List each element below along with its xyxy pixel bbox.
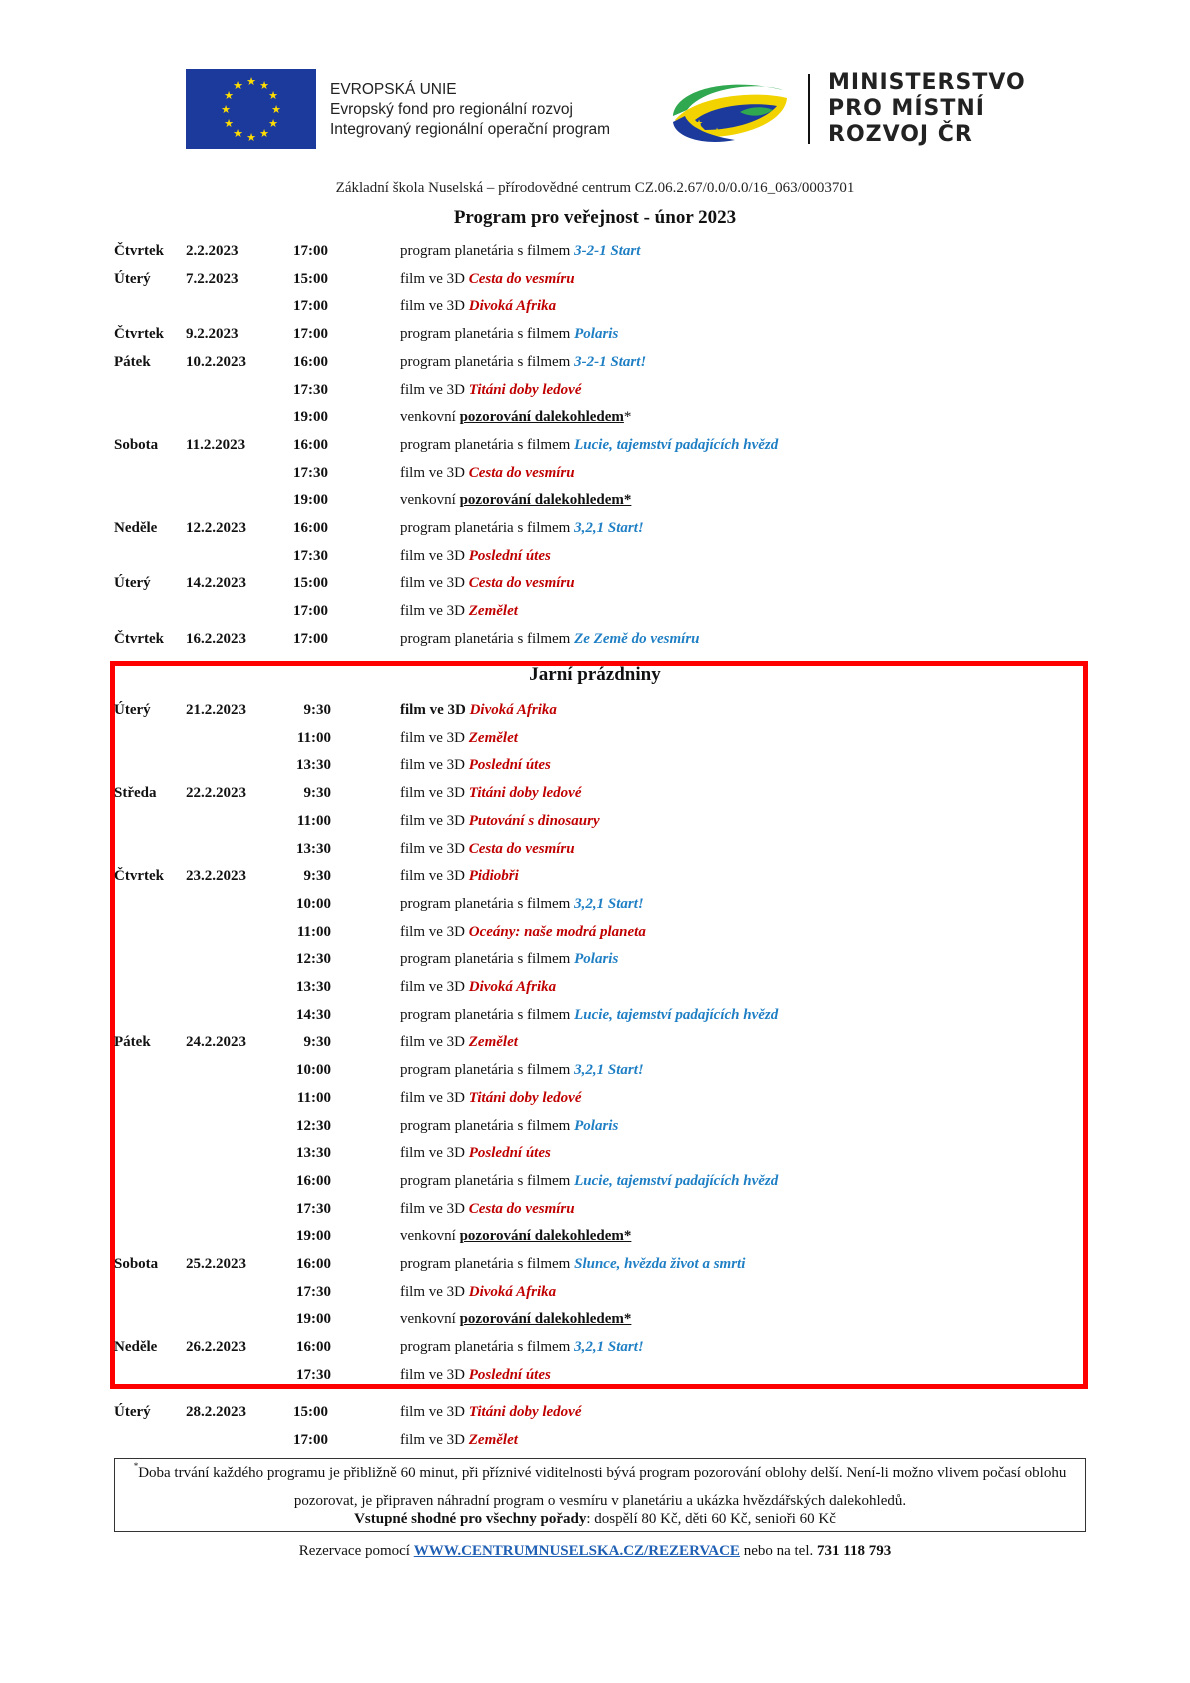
schedule-row — [0, 350, 1190, 374]
row-date: 10.2.2023 — [186, 353, 246, 370]
row-title: Titáni doby ledové — [468, 381, 582, 398]
row-description — [400, 726, 518, 750]
svg-text:★: ★ — [713, 127, 722, 137]
row-prefix: program planetária s filmem — [400, 951, 575, 968]
row-description — [400, 405, 631, 429]
schedule-row — [0, 1428, 1190, 1452]
row-description — [400, 322, 618, 346]
row-time: 9:30 — [303, 868, 331, 885]
schedule-row — [0, 1141, 1190, 1165]
row-description — [400, 1335, 644, 1359]
row-prefix: film ve 3D — [400, 547, 469, 564]
row-title: Divoká Afrika — [468, 298, 557, 315]
row-prefix: film ve 3D — [400, 757, 469, 774]
row-prefix: film ve 3D — [400, 270, 469, 287]
row-title: Cesta do vesmíru — [468, 1200, 575, 1217]
row-prefix: program planetária s filmem — [400, 353, 575, 370]
note-text: Doba trvání každého programu je přibližně 60 minut, při příznivé viditelnosti bývá program pozorování oblohy delší. Není-li možno vlivem počasí oblohu pozorovat, je připraven náhradní program o vesmíru v planetáriu a ukázka hvězdářských dalekohledů. — [138, 1465, 1067, 1509]
row-time: 16:00 — [293, 436, 328, 453]
row-title: Divoká Afrika — [468, 1283, 557, 1300]
schedule-row — [0, 1114, 1190, 1138]
row-prefix: venkovní — [400, 409, 460, 426]
row-time: 17:30 — [293, 464, 328, 481]
row-description — [400, 433, 778, 457]
eu-text-block — [330, 80, 610, 140]
row-title: 3,2,1 Start! — [574, 520, 644, 536]
row-prefix: program planetária s filmem — [400, 630, 575, 647]
row-description — [400, 1058, 644, 1082]
row-day: Středa — [114, 785, 157, 802]
row-title: Zemělet — [468, 1431, 518, 1448]
row-time: 17:30 — [296, 1283, 331, 1300]
row-time: 11:00 — [296, 812, 331, 829]
ministry-line-3: ROZVOJ ČR — [828, 122, 973, 147]
row-time: 12:30 — [296, 951, 331, 968]
row-prefix: program planetária s filmem — [400, 243, 575, 259]
schedule-row — [0, 544, 1190, 568]
row-title: Lucie, tajemství padajících hvězd — [574, 1172, 779, 1189]
schedule-row — [0, 516, 1190, 540]
row-title: Polaris — [574, 1117, 619, 1134]
schedule-row — [0, 378, 1190, 402]
reservation-middle: nebo na tel. — [739, 1543, 818, 1559]
row-description — [400, 1141, 551, 1165]
schedule-row — [0, 627, 1190, 651]
row-description — [400, 1400, 582, 1424]
schedule-row — [0, 1003, 1190, 1027]
schedule-row — [0, 599, 1190, 623]
row-title: Lucie, tajemství padajících hvězd — [574, 1006, 779, 1023]
row-description — [400, 350, 646, 374]
row-title: Ze Země do vesmíru — [574, 630, 700, 647]
row-description — [400, 920, 646, 944]
row-time: 17:30 — [293, 381, 328, 398]
reservation-phone: 731 118 793 — [817, 1543, 892, 1559]
schedule-row — [0, 433, 1190, 457]
row-prefix: film ve 3D — [400, 812, 469, 829]
row-time: 15:00 — [293, 270, 328, 287]
row-title: Cesta do vesmíru — [468, 840, 575, 857]
schedule-row — [0, 1252, 1190, 1276]
schedule-row — [0, 1030, 1190, 1054]
row-prefix: venkovní — [400, 1228, 460, 1245]
row-prefix: program planetária s filmem — [400, 1339, 575, 1356]
row-date: 12.2.2023 — [186, 520, 246, 536]
row-prefix: venkovní — [400, 1311, 460, 1328]
row-description — [400, 892, 644, 916]
row-day: Čtvrtek — [114, 868, 164, 885]
row-description — [400, 544, 551, 568]
row-title: 3,2,1 Start! — [574, 1062, 644, 1079]
row-title: pozorování dalekohledem* — [459, 1228, 632, 1245]
reservation-prefix: Rezervace pomocí — [298, 1543, 414, 1559]
row-prefix: film ve 3D — [400, 1431, 469, 1448]
svg-text:★: ★ — [695, 119, 704, 129]
row-time: 9:30 — [303, 702, 331, 718]
row-time: 19:00 — [296, 1228, 331, 1245]
row-prefix: film ve 3D — [400, 603, 469, 620]
row-title: Oceány: naše modrá planeta — [468, 923, 646, 940]
project-line: Základní škola Nuselská – přírodovědné centrum CZ.06.2.67/0.0/0.0/16_063/0003701 — [335, 180, 855, 196]
row-time: 17:00 — [293, 326, 328, 343]
row-time: 13:30 — [296, 979, 331, 995]
price-line — [0, 1511, 1190, 1528]
row-title: Zemělet — [468, 1034, 518, 1051]
row-description — [400, 627, 700, 651]
row-day: Neděle — [114, 1339, 158, 1356]
row-prefix: film ve 3D — [400, 840, 469, 857]
row-description — [400, 1114, 618, 1138]
schedule-row — [0, 698, 1190, 722]
row-prefix: film ve 3D — [400, 1089, 469, 1106]
schedule-row — [0, 294, 1190, 318]
row-title: pozorování dalekohledem* — [459, 1311, 632, 1328]
row-title: pozorování dalekohledem — [459, 409, 624, 426]
row-prefix: film ve 3D — [400, 1283, 469, 1300]
row-time: 19:00 — [296, 1311, 331, 1328]
row-description — [400, 1224, 631, 1248]
ministry-line-1: MINISTERSTVO — [828, 70, 1026, 95]
svg-text:★: ★ — [259, 127, 269, 140]
schedule-row — [0, 322, 1190, 346]
schedule-row — [0, 920, 1190, 944]
row-prefix: film ve 3D — [400, 1200, 469, 1217]
schedule-row — [0, 1169, 1190, 1193]
row-title: Slunce, hvězda život a smrti — [574, 1256, 746, 1272]
row-time: 9:30 — [303, 1034, 331, 1051]
row-time: 16:00 — [296, 1339, 331, 1356]
eu-stars-icon — [186, 69, 316, 149]
row-title: Polaris — [574, 326, 619, 343]
row-title: Zemělet — [468, 729, 518, 746]
row-description — [400, 947, 618, 971]
row-date: 11.2.2023 — [186, 436, 246, 453]
schedule-row — [0, 239, 1190, 263]
row-description — [400, 294, 556, 318]
row-description — [400, 1280, 556, 1304]
row-time: 17:30 — [293, 547, 328, 564]
row-description — [400, 864, 519, 888]
row-prefix: film ve 3D — [400, 868, 469, 885]
row-date: 24.2.2023 — [186, 1034, 246, 1051]
svg-text:★: ★ — [233, 127, 243, 140]
svg-text:★: ★ — [224, 117, 234, 130]
row-time: 17:00 — [293, 243, 328, 259]
svg-text:★: ★ — [271, 103, 281, 116]
price-text: : dospělí 80 Kč, děti 60 Kč, senioři 60 Kč — [586, 1511, 836, 1527]
schedule-row — [0, 809, 1190, 833]
schedule-row — [0, 781, 1190, 805]
row-title: Poslední útes — [468, 1366, 551, 1383]
row-title: Putování s dinosaury — [468, 812, 600, 829]
schedule-row — [0, 488, 1190, 512]
row-time: 13:30 — [296, 840, 331, 857]
note-asterisk: * — [133, 1461, 139, 1471]
row-description — [400, 1030, 518, 1054]
schedule-row — [0, 1058, 1190, 1082]
row-description — [400, 809, 600, 833]
row-date: 9.2.2023 — [186, 326, 239, 343]
row-prefix: film ve 3D — [400, 979, 469, 995]
row-title: 3,2,1 Start! — [574, 895, 644, 912]
row-date: 23.2.2023 — [186, 868, 246, 885]
row-description — [400, 239, 640, 263]
row-title: Titáni doby ledové — [468, 1089, 582, 1106]
svg-text:★: ★ — [268, 117, 278, 130]
row-title: Poslední útes — [468, 547, 551, 564]
row-title: pozorování dalekohledem* — [459, 492, 632, 509]
schedule-row — [0, 947, 1190, 971]
row-description — [400, 1169, 778, 1193]
reservation-link[interactable]: WWW.CENTRUMNUSELSKA.CZ/REZERVACE — [413, 1543, 740, 1559]
row-title: Zemělet — [468, 603, 518, 620]
reservation-line — [0, 1543, 1190, 1560]
eu-line-3: Integrovaný regionální operační program — [330, 121, 611, 138]
row-description — [400, 975, 556, 999]
row-title: Divoká Afrika — [468, 979, 557, 995]
schedule-row — [0, 864, 1190, 888]
row-time: 13:30 — [296, 1145, 331, 1162]
row-description — [400, 267, 575, 291]
row-description — [400, 1428, 518, 1452]
row-day: Úterý — [114, 702, 151, 718]
row-title: Divoká Afrika — [469, 702, 557, 718]
schedule-row — [0, 726, 1190, 750]
row-time: 13:30 — [296, 757, 331, 774]
row-time: 17:00 — [293, 298, 328, 315]
row-description — [400, 599, 518, 623]
ministry-text-block — [828, 70, 1026, 148]
schedule-row — [0, 405, 1190, 429]
row-description — [400, 1003, 778, 1027]
schedule-row — [0, 1224, 1190, 1248]
row-prefix: film ve 3D — [400, 464, 469, 481]
row-prefix: program planetária s filmem — [400, 1172, 575, 1189]
row-time: 16:00 — [293, 353, 328, 370]
row-day: Sobota — [114, 436, 159, 453]
row-title: Cesta do vesmíru — [468, 270, 575, 287]
row-time: 19:00 — [293, 409, 328, 426]
row-day: Úterý — [114, 1404, 151, 1420]
schedule-row — [0, 1197, 1190, 1221]
row-time: 17:00 — [293, 630, 328, 647]
row-description — [400, 1307, 631, 1331]
row-time: 15:00 — [293, 1404, 328, 1420]
row-title: Poslední útes — [468, 757, 551, 774]
row-time: 10:00 — [296, 895, 331, 912]
schedule-row — [0, 753, 1190, 777]
row-title: Lucie, tajemství padajících hvězd — [574, 436, 779, 453]
svg-text:★: ★ — [221, 103, 231, 116]
schedule-row — [0, 837, 1190, 861]
row-prefix: film ve 3D — [400, 1366, 469, 1383]
ministry-line-2: PRO MÍSTNÍ — [828, 96, 985, 121]
row-prefix: film ve 3D — [400, 729, 469, 746]
row-date: 25.2.2023 — [186, 1256, 246, 1272]
row-description — [400, 488, 631, 512]
row-day: Neděle — [114, 520, 158, 536]
row-description — [400, 1086, 582, 1110]
row-day: Pátek — [114, 353, 151, 370]
row-prefix: program planetária s filmem — [400, 895, 575, 912]
page-title: Program pro veřejnost - únor 2023 — [453, 207, 737, 228]
row-title: 3,2,1 Start! — [574, 1339, 644, 1356]
row-time: 19:00 — [293, 492, 328, 509]
schedule-row — [0, 1400, 1190, 1424]
eu-flag-logo — [186, 69, 316, 149]
row-prefix: venkovní — [400, 492, 460, 509]
schedule-row — [0, 892, 1190, 916]
row-time: 17:30 — [296, 1200, 331, 1217]
row-prefix: film ve 3D — [400, 298, 469, 315]
row-description — [400, 378, 582, 402]
row-time: 15:00 — [293, 575, 328, 592]
row-time: 10:00 — [296, 1062, 331, 1079]
row-description — [400, 461, 575, 485]
schedule-row — [0, 461, 1190, 485]
row-time: 9:30 — [303, 785, 331, 802]
row-date: 7.2.2023 — [186, 270, 239, 287]
row-description — [400, 1197, 575, 1221]
row-prefix: film ve 3D — [400, 381, 469, 398]
row-description — [400, 1363, 551, 1387]
row-prefix: program planetária s filmem — [400, 436, 575, 453]
schedule-row — [0, 1280, 1190, 1304]
row-title: 3-2-1 Start — [574, 243, 641, 259]
row-time: 17:00 — [293, 1431, 328, 1448]
row-date: 16.2.2023 — [186, 630, 246, 647]
schedule-row — [0, 1335, 1190, 1359]
row-date: 28.2.2023 — [186, 1404, 246, 1420]
logo-separator — [808, 74, 810, 144]
row-time: 16:00 — [296, 1172, 331, 1189]
row-date: 2.2.2023 — [186, 243, 239, 259]
row-prefix: film ve 3D — [400, 1404, 469, 1420]
schedule-row — [0, 975, 1190, 999]
schedule-row — [0, 571, 1190, 595]
row-date: 21.2.2023 — [186, 702, 246, 718]
schedule-row — [0, 267, 1190, 291]
row-time: 12:30 — [296, 1117, 331, 1134]
svg-text:★: ★ — [246, 75, 256, 88]
row-time: 11:00 — [296, 1089, 331, 1106]
row-title: Cesta do vesmíru — [468, 575, 575, 592]
row-time: 17:30 — [296, 1366, 331, 1383]
row-day: Úterý — [114, 575, 151, 592]
row-description — [400, 516, 644, 540]
row-day: Čtvrtek — [114, 326, 164, 343]
row-prefix: film ve 3D — [400, 1034, 469, 1051]
row-prefix: program planetária s filmem — [400, 1062, 575, 1079]
row-day: Sobota — [114, 1256, 159, 1272]
svg-text:★: ★ — [268, 89, 278, 102]
eu-line-2: Evropský fond pro regionální rozvoj — [330, 101, 573, 118]
row-title: 3-2-1 Start! — [574, 353, 647, 370]
row-suffix: * — [623, 409, 632, 426]
price-label: Vstupné shodné pro všechny pořady — [354, 1511, 587, 1527]
row-title: Pidiobři — [468, 868, 519, 885]
row-description — [400, 753, 551, 777]
row-title: Polaris — [574, 951, 619, 968]
row-prefix: program planetária s filmem — [400, 1256, 575, 1272]
row-description — [400, 1252, 745, 1276]
row-time: 11:00 — [296, 923, 331, 940]
schedule-row — [0, 1363, 1190, 1387]
row-prefix: program planetária s filmem — [400, 520, 575, 536]
row-date: 22.2.2023 — [186, 785, 246, 802]
row-title: Cesta do vesmíru — [468, 464, 575, 481]
eu-line-1: EVROPSKÁ UNIE — [330, 81, 457, 98]
row-prefix: film ve 3D — [400, 785, 469, 802]
row-prefix: program planetária s filmem — [400, 1006, 575, 1023]
row-day: Čtvrtek — [114, 243, 164, 259]
row-prefix: program planetária s filmem — [400, 1117, 575, 1134]
holiday-title: Jarní prázdniny — [529, 664, 661, 685]
row-day: Pátek — [114, 1034, 151, 1051]
row-description — [400, 837, 575, 861]
row-time: 17:00 — [293, 603, 328, 620]
row-description — [400, 698, 557, 722]
row-time: 16:00 — [293, 520, 328, 536]
svg-text:★: ★ — [246, 131, 256, 144]
row-day: Úterý — [114, 270, 151, 287]
row-prefix: film ve 3D — [400, 702, 470, 718]
row-time: 16:00 — [296, 1256, 331, 1272]
row-title: Titáni doby ledové — [468, 785, 582, 802]
row-prefix: film ve 3D — [400, 923, 469, 940]
svg-text:★: ★ — [224, 89, 234, 102]
row-description — [400, 781, 582, 805]
row-description — [400, 571, 575, 595]
mmr-logo-icon — [665, 76, 795, 146]
row-prefix: film ve 3D — [400, 1145, 469, 1162]
row-prefix: program planetária s filmem — [400, 326, 575, 343]
row-prefix: film ve 3D — [400, 575, 469, 592]
row-date: 26.2.2023 — [186, 1339, 246, 1356]
svg-text:★: ★ — [259, 79, 269, 92]
schedule-row — [0, 1307, 1190, 1331]
row-title: Poslední útes — [468, 1145, 551, 1162]
row-time: 11:00 — [296, 729, 331, 746]
row-day: Čtvrtek — [114, 630, 164, 647]
row-date: 14.2.2023 — [186, 575, 246, 592]
schedule-row — [0, 1086, 1190, 1110]
svg-text:★: ★ — [233, 79, 243, 92]
row-time: 14:30 — [296, 1006, 331, 1023]
row-title: Titáni doby ledové — [468, 1404, 582, 1420]
